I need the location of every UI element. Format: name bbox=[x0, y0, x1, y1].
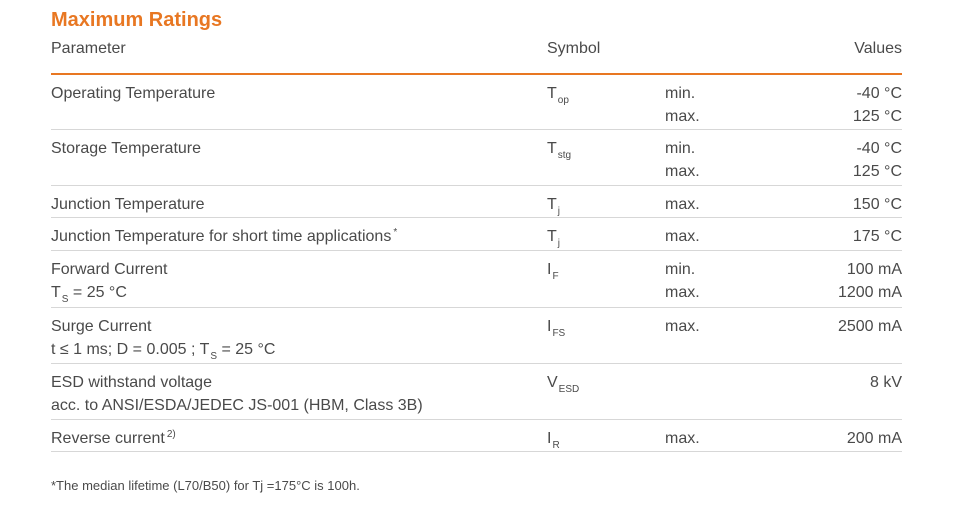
symbol-subscript: F bbox=[552, 271, 559, 282]
condition-symbol: T bbox=[199, 341, 210, 358]
table-row bbox=[51, 130, 902, 186]
symbol-main: V bbox=[547, 374, 558, 391]
value-cell bbox=[853, 193, 902, 216]
qualifier: max. bbox=[665, 318, 700, 335]
header-parameter: Parameter bbox=[51, 40, 126, 57]
condition-subscript: S bbox=[61, 294, 69, 305]
value: 8 kV bbox=[869, 374, 902, 391]
parameter-cell bbox=[51, 137, 201, 160]
symbol bbox=[547, 225, 560, 248]
symbol-cell bbox=[547, 427, 560, 450]
parameter-label: Junction Temperature bbox=[51, 196, 205, 213]
symbol-subscript: R bbox=[552, 440, 560, 451]
qualifier-cell bbox=[665, 137, 700, 183]
table-row bbox=[51, 251, 902, 308]
qualifier: max. bbox=[665, 430, 700, 447]
qualifier: max. bbox=[665, 163, 700, 180]
symbol-subscript: stg bbox=[557, 150, 572, 161]
parameter-cell bbox=[51, 371, 423, 417]
symbol bbox=[547, 258, 559, 281]
symbol-subscript: op bbox=[557, 95, 569, 106]
parameter-label: ESD withstand voltage bbox=[51, 374, 212, 391]
maximum-ratings-section bbox=[51, 8, 902, 452]
symbol-main: I bbox=[547, 261, 552, 278]
symbol bbox=[547, 315, 565, 338]
symbol bbox=[547, 193, 560, 216]
value-cell bbox=[847, 427, 902, 450]
footnote-marker: 2) bbox=[166, 429, 176, 440]
value: 100 mA bbox=[846, 261, 902, 278]
value: -40 °C bbox=[856, 85, 902, 102]
parameter-condition bbox=[51, 338, 275, 361]
parameter-cell bbox=[51, 427, 176, 450]
parameter-label: Surge Current bbox=[51, 318, 152, 335]
symbol-cell bbox=[547, 315, 565, 338]
symbol-main: T bbox=[547, 140, 557, 157]
qualifier: min. bbox=[665, 261, 696, 278]
ratings-table bbox=[51, 75, 902, 452]
header-symbol: Symbol bbox=[547, 40, 601, 57]
qualifier: min. bbox=[665, 85, 696, 102]
symbol-subscript: FS bbox=[552, 328, 566, 339]
symbol-cell bbox=[547, 82, 569, 105]
value-cell bbox=[853, 82, 902, 128]
parameter-condition bbox=[51, 281, 167, 304]
qualifier: max. bbox=[665, 196, 700, 213]
value-cell bbox=[838, 315, 902, 338]
value-cell bbox=[870, 371, 902, 394]
section-title: Maximum Ratings bbox=[51, 9, 223, 31]
parameter-label bbox=[51, 427, 176, 450]
value: 175 °C bbox=[852, 228, 902, 245]
symbol-main: I bbox=[547, 430, 552, 447]
condition-symbol: T bbox=[51, 284, 61, 301]
condition-value: = 25 °C bbox=[217, 341, 276, 358]
table-row bbox=[51, 308, 902, 364]
parameter-cell bbox=[51, 258, 167, 304]
qualifier: min. bbox=[665, 140, 696, 157]
parameter-label bbox=[51, 225, 397, 248]
value: 1200 mA bbox=[837, 284, 902, 301]
value-cell bbox=[838, 258, 902, 304]
qualifier-cell bbox=[665, 427, 700, 450]
condition-prefix: t ≤ 1 ms; D = 0.005 ; bbox=[51, 341, 200, 358]
qualifier-cell bbox=[665, 225, 700, 248]
symbol-main: T bbox=[547, 196, 557, 213]
symbol-subscript: ESD bbox=[558, 384, 580, 395]
symbol-main: T bbox=[547, 85, 557, 102]
value: 200 mA bbox=[846, 430, 902, 447]
symbol bbox=[547, 82, 569, 105]
symbol-subscript: j bbox=[557, 238, 561, 249]
symbol-cell bbox=[547, 225, 560, 248]
value: 150 °C bbox=[852, 196, 902, 213]
value: -40 °C bbox=[856, 140, 902, 157]
qualifier: max. bbox=[665, 284, 700, 301]
qualifier-cell bbox=[665, 315, 700, 338]
symbol-subscript: j bbox=[557, 206, 561, 217]
symbol-cell bbox=[547, 258, 559, 281]
symbol-main: I bbox=[547, 318, 552, 335]
qualifier-cell bbox=[665, 193, 700, 216]
qualifier-cell bbox=[665, 82, 700, 128]
table-row bbox=[51, 75, 902, 130]
parameter-label: Forward Current bbox=[51, 261, 168, 278]
value: 2500 mA bbox=[837, 318, 902, 335]
symbol-cell bbox=[547, 371, 579, 394]
symbol-main: T bbox=[547, 228, 557, 245]
qualifier: max. bbox=[665, 228, 700, 245]
header-values: Values bbox=[854, 40, 902, 57]
value-cell bbox=[853, 137, 902, 183]
parameter-label: Storage Temperature bbox=[51, 140, 202, 157]
parameter-condition: acc. to ANSI/ESDA/JEDEC JS-001 (HBM, Class 3B) bbox=[51, 397, 423, 414]
symbol bbox=[547, 137, 571, 160]
qualifier-cell bbox=[665, 258, 700, 304]
table-row bbox=[51, 218, 902, 251]
symbol-cell bbox=[547, 137, 571, 160]
value: 125 °C bbox=[852, 108, 902, 125]
parameter-cell bbox=[51, 82, 215, 105]
symbol bbox=[547, 371, 579, 394]
symbol-cell bbox=[547, 193, 560, 216]
value-cell bbox=[853, 225, 902, 248]
table-header bbox=[51, 32, 902, 75]
table-row bbox=[51, 364, 902, 420]
table-row bbox=[51, 420, 902, 452]
parameter-text: Reverse current bbox=[51, 430, 165, 447]
symbol bbox=[547, 427, 560, 450]
footnote-marker: * bbox=[393, 227, 398, 238]
parameter-cell bbox=[51, 193, 205, 216]
qualifier: max. bbox=[665, 108, 700, 125]
parameter-cell bbox=[51, 225, 397, 248]
parameter-label: Operating Temperature bbox=[51, 85, 216, 102]
parameter-text: Junction Temperature for short time applications bbox=[51, 228, 392, 245]
parameter-cell bbox=[51, 315, 275, 361]
condition-value: = 25 °C bbox=[68, 284, 127, 301]
condition-subscript: S bbox=[210, 351, 218, 362]
value: 125 °C bbox=[852, 163, 902, 180]
table-row bbox=[51, 186, 902, 218]
footnote: *The median lifetime (L70/B50) for Tj =175°C is 100h. bbox=[51, 478, 360, 493]
